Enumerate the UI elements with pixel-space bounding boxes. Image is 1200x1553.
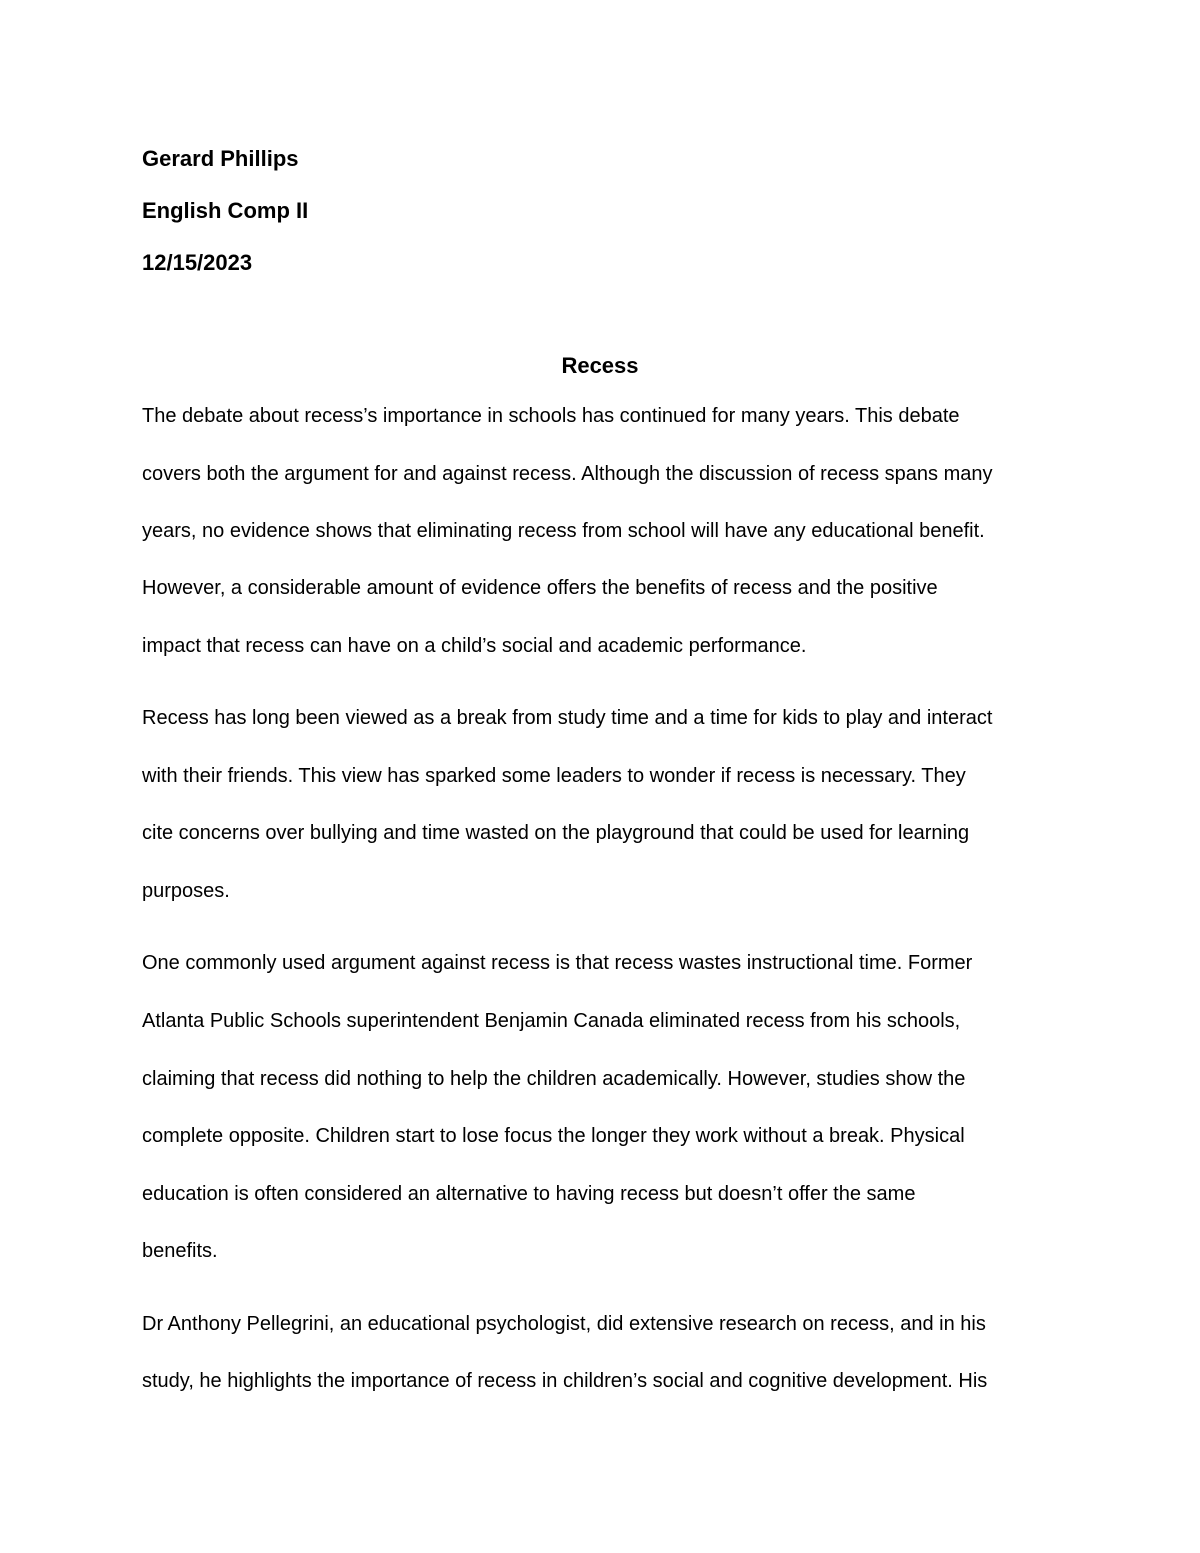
paragraph-1-line-3: years, no evidence shows that eliminating recess from school will have any educational benefit. xyxy=(142,520,985,542)
paragraph-2-line-3: cite concerns over bullying and time wasted on the playground that could be used for learning xyxy=(142,822,970,844)
paragraph-1-line-4: However, a considerable amount of evidence offers the benefits of recess and the positive xyxy=(142,577,938,599)
date: 12/15/2023 xyxy=(142,250,253,275)
paragraph-2-line-1: Recess has long been viewed as a break from study time and a time for kids to play and interact xyxy=(142,707,993,729)
paragraph-3-line-3: claiming that recess did nothing to help the children academically. However, studies show the xyxy=(142,1068,966,1090)
essay-title: Recess xyxy=(561,353,639,378)
paragraph-3-line-4: complete opposite. Children start to lose focus the longer they work without a break. Physical xyxy=(142,1125,965,1147)
paragraph-2-line-2: with their friends. This view has sparked some leaders to wonder if recess is necessary. They xyxy=(142,765,966,787)
author-name: Gerard Phillips xyxy=(142,146,299,171)
paragraph-3-line-2: Atlanta Public Schools superintendent Benjamin Canada eliminated recess from his schools, xyxy=(142,1010,961,1032)
paragraph-3-line-6: benefits. xyxy=(142,1240,218,1262)
course-name: English Comp II xyxy=(142,198,309,223)
paragraph-2-line-4: purposes. xyxy=(142,880,230,902)
paragraph-3-line-1: One commonly used argument against recess is that recess wastes instructional time. Former xyxy=(142,952,973,974)
paragraph-1-line-5: impact that recess can have on a child’s social and academic performance. xyxy=(142,635,807,657)
paragraph-1-line-2: covers both the argument for and against recess. Although the discussion of recess spans many xyxy=(142,463,993,485)
paragraph-4-line-1: Dr Anthony Pellegrini, an educational psychologist, did extensive research on recess, and in his xyxy=(142,1313,986,1335)
paragraph-4-line-2: study, he highlights the importance of recess in children’s social and cognitive development. His xyxy=(142,1370,988,1392)
paragraph-3-line-5: education is often considered an alternative to having recess but doesn’t offer the same xyxy=(142,1183,916,1205)
paragraph-1-line-1: The debate about recess’s importance in schools has continued for many years. This debate xyxy=(142,405,960,427)
